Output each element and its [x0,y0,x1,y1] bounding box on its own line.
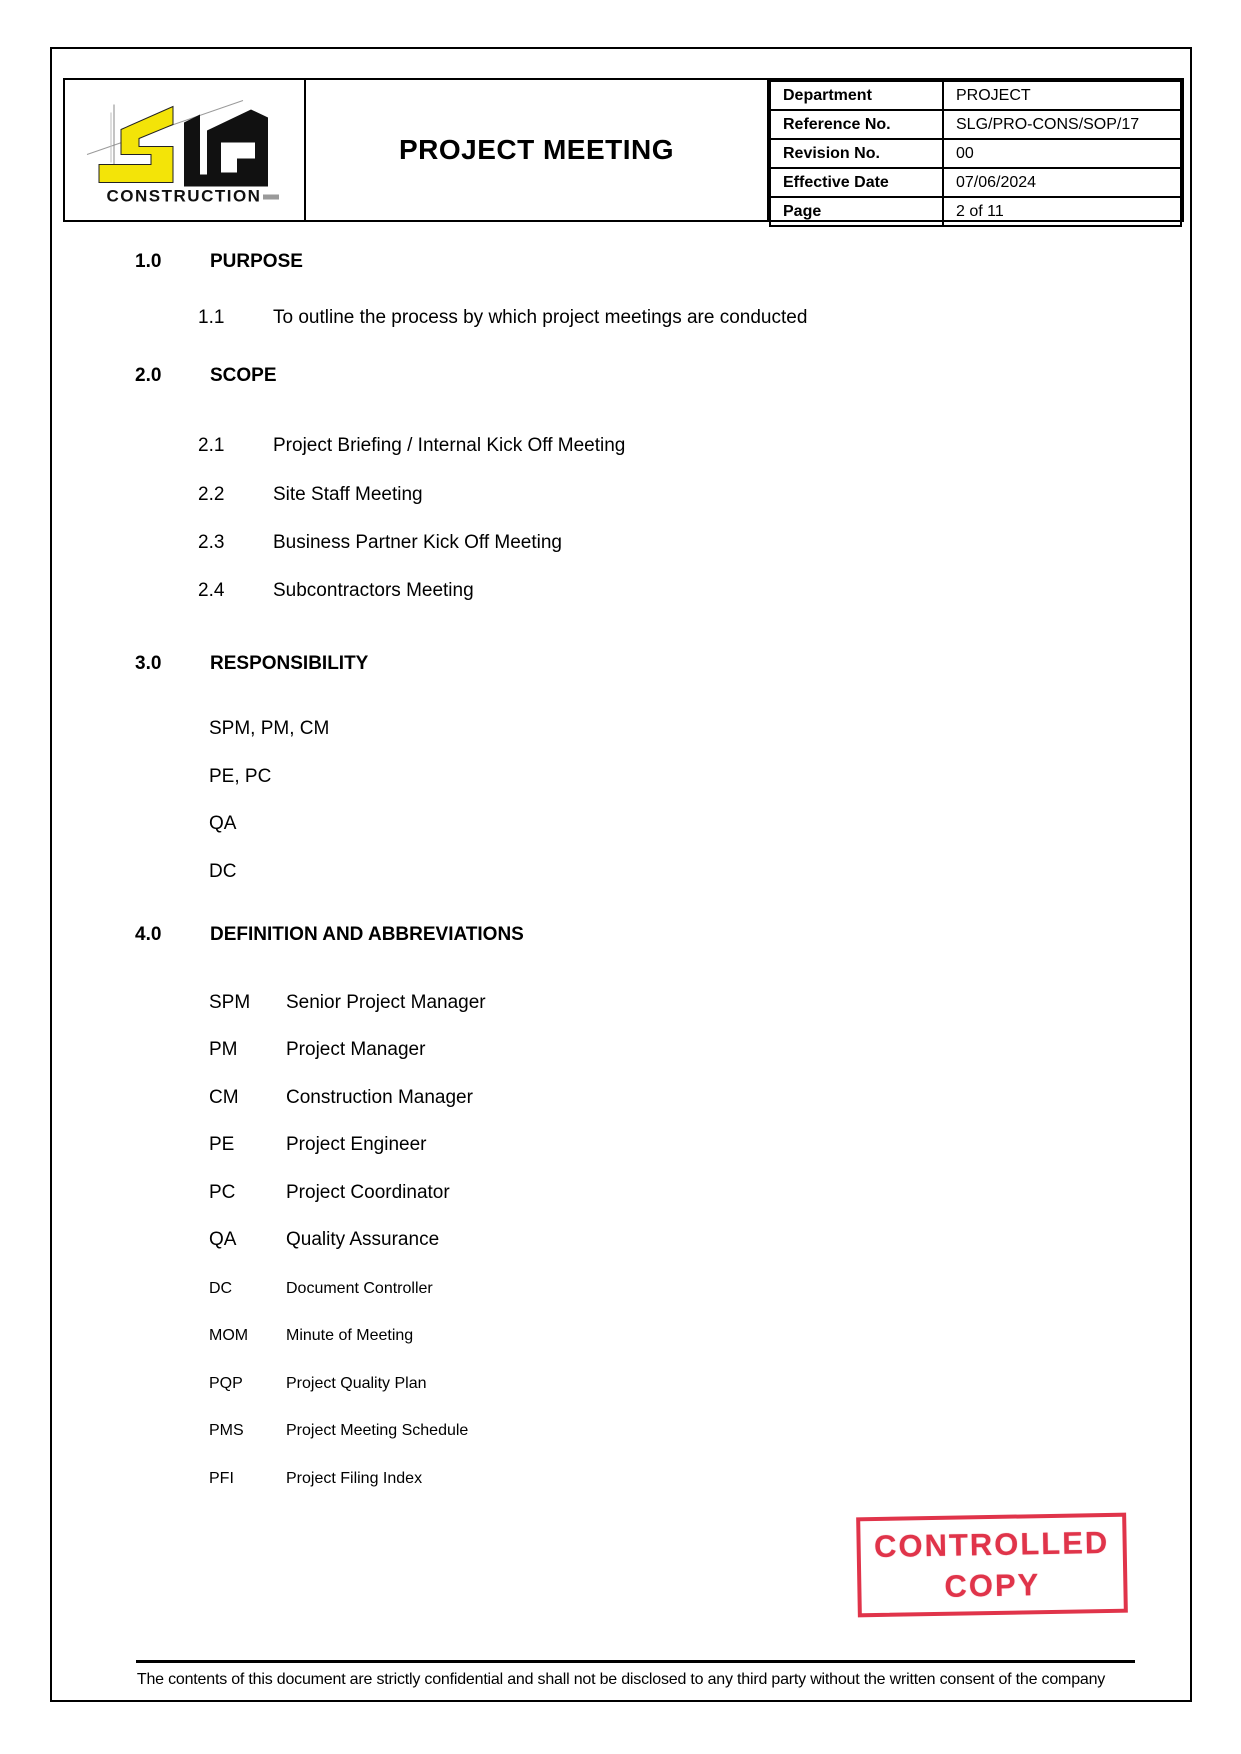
definition-row: MOM Minute of Meeting [209,1327,414,1344]
responsibility-item: SPM, PM, CM [209,718,330,739]
stamp-line-2: COPY [944,1567,1041,1604]
meta-label: Effective Date [770,168,943,197]
definition-row: SPM Senior Project Manager [209,992,486,1013]
confidentiality-notice: The contents of this document are strictly confidential and shall not be disclosed to any third party without the written consent of the company [136,1671,1106,1688]
meta-value: 2 of 11 [943,197,1181,226]
section-item: 1.1 To outline the process by which project meetings are conducted [198,307,808,328]
meta-row-department [770,81,1181,110]
definition-row: PFI Project Filing Index [209,1470,423,1487]
meta-value: 07/06/2024 [943,168,1181,197]
section-item: 2.4 Subcontractors Meeting [198,580,474,601]
definition-row: PC Project Coordinator [209,1182,450,1203]
meta-row-effective-date [770,168,1181,197]
definition-row: QA Quality Assurance [209,1229,440,1250]
meta-row-revision [770,139,1181,168]
stamp-line-1: CONTROLLED [873,1524,1110,1565]
controlled-copy-stamp [856,1513,1128,1618]
section-heading-purpose: 1.0 PURPOSE [135,251,303,272]
meta-label: Revision No. [770,139,943,168]
footer-divider [136,1660,1135,1663]
meta-label: Department [770,81,943,110]
responsibility-item: PE, PC [209,766,272,787]
meta-label: Reference No. [770,110,943,139]
section-item: 2.2 Site Staff Meeting [198,484,423,505]
page-title: PROJECT MEETING [398,134,675,165]
definition-row: PMS Project Meeting Schedule [209,1422,469,1439]
section-heading-responsibility: 3.0 RESPONSIBILITY [135,653,369,674]
meta-value: 00 [943,139,1181,168]
definition-row: CM Construction Manager [209,1087,473,1108]
definition-row: DC Document Controller [209,1280,433,1297]
responsibility-item: DC [209,861,237,882]
meta-label: Page [770,197,943,226]
section-heading-scope: 2.0 SCOPE [135,365,277,386]
definition-row: PE Project Engineer [209,1134,427,1155]
definition-row: PM Project Manager [209,1039,426,1060]
slg-logo-icon [81,91,289,209]
section-item: 2.1 Project Briefing / Internal Kick Off Meeting [198,435,626,456]
definition-row: PQP Project Quality Plan [209,1375,427,1392]
section-item: 2.3 Business Partner Kick Off Meeting [198,532,562,553]
responsibility-item: QA [209,813,237,834]
meta-row-reference [770,110,1181,139]
meta-table [769,80,1182,227]
section-heading-definitions: 4.0 DEFINITION AND ABBREVIATIONS [135,924,524,945]
logo-wordmark: CONSTRUCTION [106,186,261,206]
company-logo [65,80,306,220]
document-header [63,78,1184,222]
title-cell [306,80,769,220]
meta-value: SLG/PRO-CONS/SOP/17 [943,110,1181,139]
meta-row-page [770,197,1181,226]
meta-value: PROJECT [943,81,1181,110]
